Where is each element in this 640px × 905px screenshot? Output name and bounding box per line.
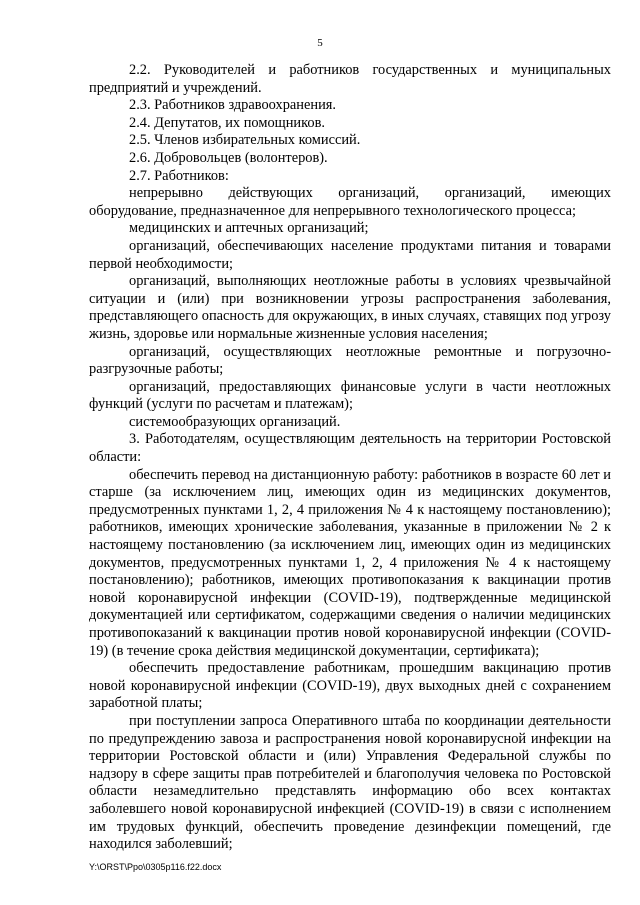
paragraph: организаций, предоставляющих финансовые услуги в части неотложных функций (услуги по расчетам и платежам); xyxy=(89,378,611,413)
paragraph: 2.6. Добровольцев (волонтеров). xyxy=(129,149,328,166)
paragraph: обеспечить предоставление работникам, прошедшим вакцинацию против новой коронавирусной инфекции (COVID-19), двух выходных дней с сохранением заработной платы; xyxy=(89,660,611,712)
paragraph: 2.4. Депутатов, их помощников. xyxy=(129,114,325,131)
footer-file-path: Y:\ORST\Ppo\0305p116.f22.docx xyxy=(89,862,222,872)
paragraph: организаций, осуществляющих неотложные ремонтные и погрузочно-разгрузочные работы; xyxy=(89,343,611,378)
paragraph: системообразующих организаций. xyxy=(129,413,341,430)
document-body xyxy=(89,62,611,854)
paragraph: 2.2. Руководителей и работников государственных и муниципальных предприятий и учреждений. xyxy=(89,62,611,96)
paragraph: непрерывно действующих организаций, организаций, имеющих оборудование, предназначенное для непрерывного технологического процесса; xyxy=(89,185,611,219)
paragraph: при поступлении запроса Оперативного штаба по координации деятельности по предупреждению завоза и распространения новой коронавирусной инфекции на территории Ростовской области и (или) Управления Федеральной службы по надзору в сфере защиты прав потребителей и благополучия человека по Ростовской области незамедлительно представлять информацию обо всех контактах заболевшего новой коронавирусной инфекцией (COVID-19) в связи с исполнением им трудовых функций, обеспечить проведение дезинфекции помещений, где находился заболевший; xyxy=(89,712,611,853)
paragraph: 3. Работодателям, осуществляющим деятельность на территории Ростовской области: xyxy=(89,431,611,466)
paragraph: 2.3. Работников здравоохранения. xyxy=(129,97,336,114)
paragraph: медицинских и аптечных организаций; xyxy=(129,220,369,237)
paragraph: обеспечить перевод на дистанционную работу: работников в возрасте 60 лет и старше (за исключением лиц, имеющих один из медицинских документов, предусмотренных пунктами 1, 2, 4 приложения № 4 к настоящему постановлению); работников, имеющих хронические заболевания, указанные в приложении № 2 к настоящему постановлению (за исключением лиц, имеющих один из медицинских документов, предусмотренных пунктами 1, 2, 4 приложения № 4 к настоящему постановлению); работников, имеющих противопоказания к вакцинации против новой коронавирусной инфекции (COVID-19), подтвержденные медицинской документацией или сертификатом, содержащими сведения о наличии медицинских противопоказаний к вакцинации против новой коронавирусной инфекции (COVID-19) (в течение срока действия медицинской документации, сертификата); xyxy=(89,466,611,659)
paragraph: организаций, выполняющих неотложные работы в условиях чрезвычайной ситуации и (или) при возникновении угрозы распространения заболевания, представляющего опасность для окружающих, в иных случаях, ставящих под угрозу жизнь, здоровье или нормальные жизненные условия населения; xyxy=(89,273,611,342)
page-number: 5 xyxy=(317,37,323,49)
paragraph: организаций, обеспечивающих население продуктами питания и товарами первой необходимости; xyxy=(89,237,611,272)
paragraph: 2.5. Членов избирательных комиссий. xyxy=(129,132,361,149)
paragraph: 2.7. Работников: xyxy=(129,167,229,184)
